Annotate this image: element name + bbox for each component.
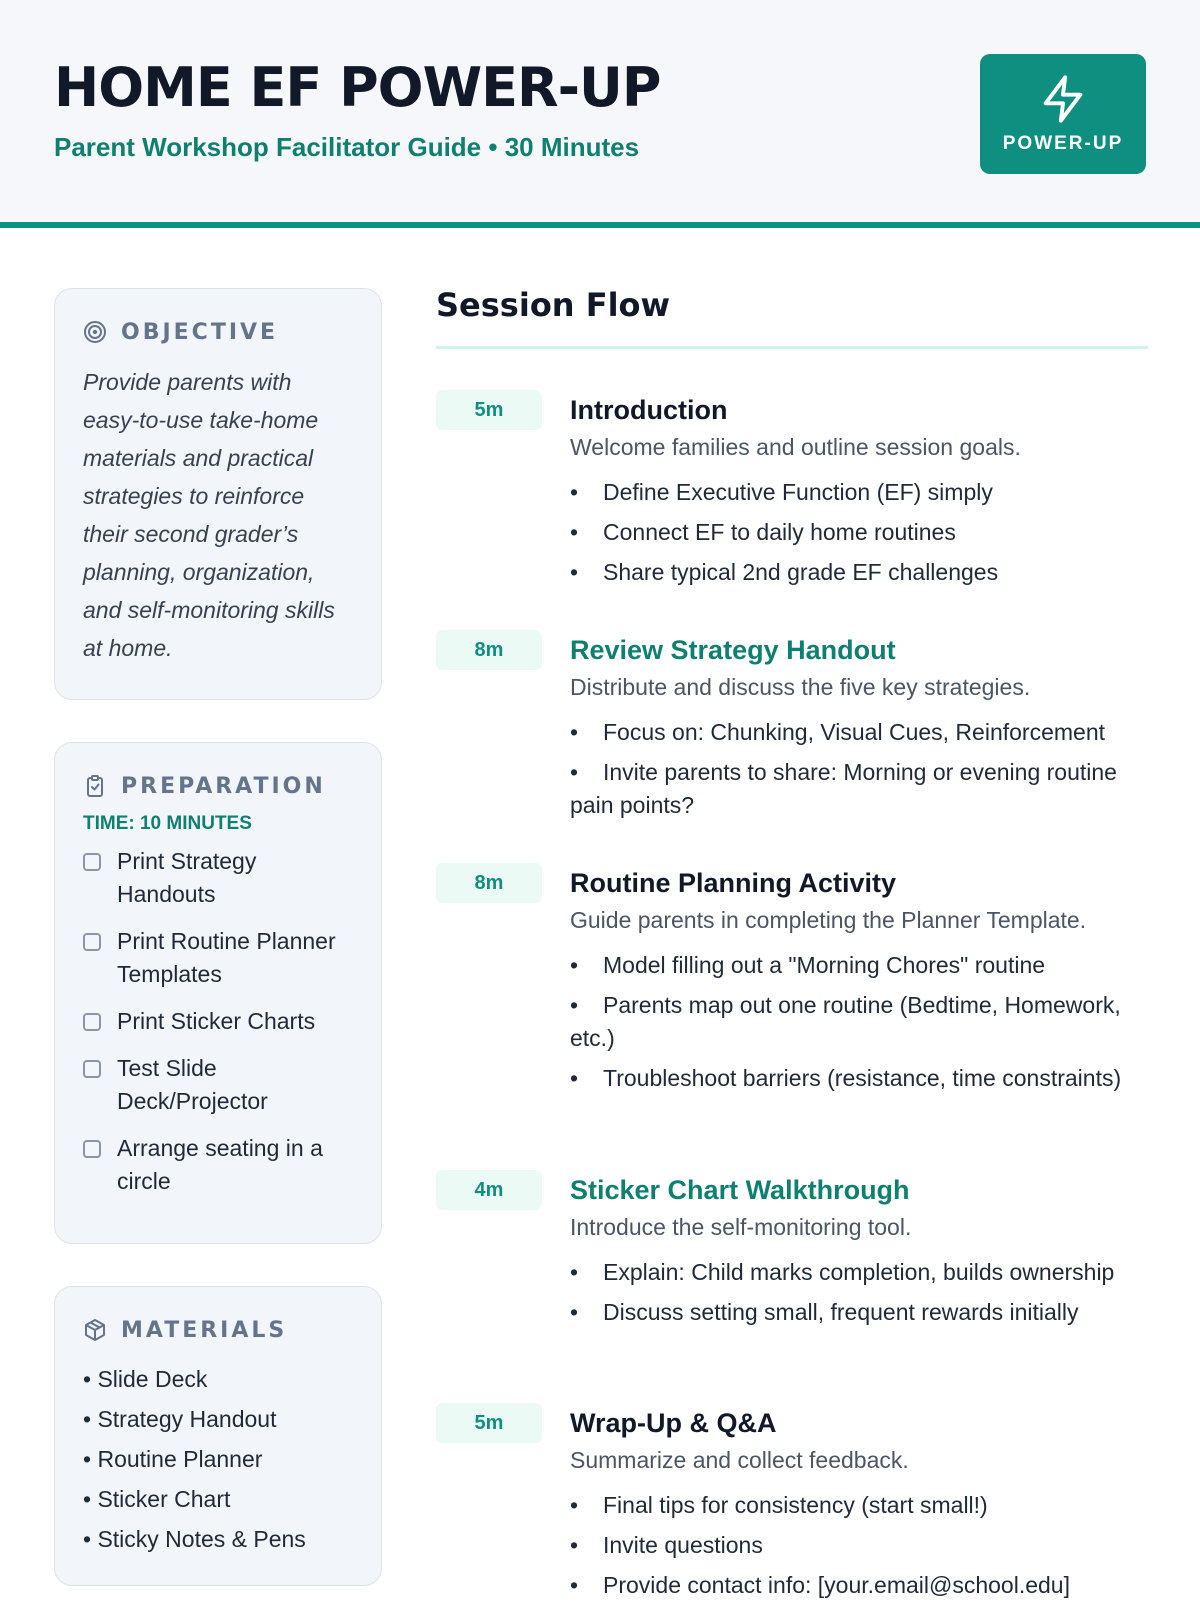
step-description: Summarize and collect feedback. <box>570 1447 909 1473</box>
checkbox[interactable] <box>83 933 101 951</box>
preparation-card <box>54 742 382 1244</box>
checkbox[interactable] <box>83 1140 101 1158</box>
step-bullets <box>570 716 1150 822</box>
list-item: • Sticky Notes & Pens <box>83 1519 353 1559</box>
page-title: HOME EF POWER-UP <box>54 56 661 119</box>
checklist-label: Print Strategy Handouts <box>117 848 257 907</box>
step-bullets <box>570 1256 1150 1329</box>
target-icon <box>83 320 107 344</box>
preparation-time: TIME: 10 MINUTES <box>83 813 252 834</box>
list-item: • Strategy Handout <box>83 1399 353 1439</box>
divider <box>436 346 1148 349</box>
list-item: • Model filling out a "Morning Chores" routine <box>570 949 1150 982</box>
list-item: • Routine Planner <box>83 1439 353 1479</box>
list-item: • Explain: Child marks completion, builds ownership <box>570 1256 1150 1289</box>
page-subtitle: Parent Workshop Facilitator Guide • 30 Minutes <box>54 132 640 162</box>
power-up-badge <box>980 54 1146 174</box>
objective-text: Provide parents with easy-to-use take-home materials and practical strategies to reinforce their second grader’s planning, organization, and self-monitoring skills at home. <box>83 369 335 661</box>
step-title: Introduction <box>570 395 728 425</box>
step-description: Guide parents in completing the Planner Template. <box>570 907 1087 933</box>
checklist-item[interactable] <box>83 1005 353 1038</box>
badge-label: POWER-UP <box>1002 133 1124 154</box>
duration-badge: 8m <box>436 630 542 670</box>
list-item: • Discuss setting small, frequent rewards initially <box>570 1296 1150 1329</box>
materials-header <box>83 1311 353 1349</box>
list-item: • Connect EF to daily home routines <box>570 516 1150 549</box>
list-item: • Focus on: Chunking, Visual Cues, Reinforcement <box>570 716 1150 749</box>
checklist-label: Arrange seating in a circle <box>117 1135 323 1194</box>
materials-card <box>54 1286 382 1586</box>
checklist-item[interactable] <box>83 925 353 991</box>
header <box>0 0 1200 228</box>
step-title: Sticker Chart Walkthrough <box>570 1175 910 1205</box>
step-bullets <box>570 949 1150 1095</box>
duration-badge: 8m <box>436 863 542 903</box>
checklist-item[interactable] <box>83 1132 353 1198</box>
box-icon <box>83 1318 107 1342</box>
checklist-item[interactable] <box>83 845 353 911</box>
objective-title: OBJECTIVE <box>121 319 279 345</box>
list-item: • Final tips for consistency (start small!) <box>570 1489 1150 1522</box>
step-description: Welcome families and outline session goals. <box>570 434 1021 460</box>
duration-badge: 4m <box>436 1170 542 1210</box>
preparation-title: PREPARATION <box>121 773 326 799</box>
step-bullets <box>570 476 1150 589</box>
checkbox[interactable] <box>83 853 101 871</box>
list-item: • Share typical 2nd grade EF challenges <box>570 556 1150 589</box>
objective-card <box>54 288 382 700</box>
clipboard-check-icon <box>83 774 107 798</box>
materials-list <box>83 1359 353 1559</box>
step-bullets <box>570 1489 1150 1602</box>
session-flow-title: Session Flow <box>436 286 671 324</box>
list-item: • Slide Deck <box>83 1359 353 1399</box>
step-description: Introduce the self-monitoring tool. <box>570 1214 912 1240</box>
checklist-label: Test Slide Deck/Projector <box>117 1055 268 1114</box>
lightning-bolt-icon <box>1037 73 1089 125</box>
checkbox[interactable] <box>83 1060 101 1078</box>
checkbox[interactable] <box>83 1013 101 1031</box>
preparation-header <box>83 767 353 805</box>
list-item: • Provide contact info: [your.email@school.edu] <box>570 1569 1150 1602</box>
checklist-label: Print Sticker Charts <box>117 1008 316 1034</box>
list-item: • Parents map out one routine (Bedtime, Homework, etc.) <box>570 989 1150 1055</box>
objective-header <box>83 313 353 351</box>
step-title: Wrap-Up & Q&A <box>570 1408 777 1438</box>
list-item: • Troubleshoot barriers (resistance, time constraints) <box>570 1062 1150 1095</box>
step-title: Review Strategy Handout <box>570 635 896 665</box>
list-item: • Define Executive Function (EF) simply <box>570 476 1150 509</box>
duration-badge: 5m <box>436 390 542 430</box>
step-title: Routine Planning Activity <box>570 868 897 898</box>
list-item: • Invite parents to share: Morning or evening routine pain points? <box>570 756 1150 822</box>
checklist-item[interactable] <box>83 1052 353 1118</box>
materials-title: MATERIALS <box>121 1317 288 1343</box>
checklist-label: Print Routine Planner Templates <box>117 928 336 987</box>
duration-badge: 5m <box>436 1403 542 1443</box>
list-item: • Invite questions <box>570 1529 1150 1562</box>
list-item: • Sticker Chart <box>83 1479 353 1519</box>
step-description: Distribute and discuss the five key strategies. <box>570 674 1031 700</box>
